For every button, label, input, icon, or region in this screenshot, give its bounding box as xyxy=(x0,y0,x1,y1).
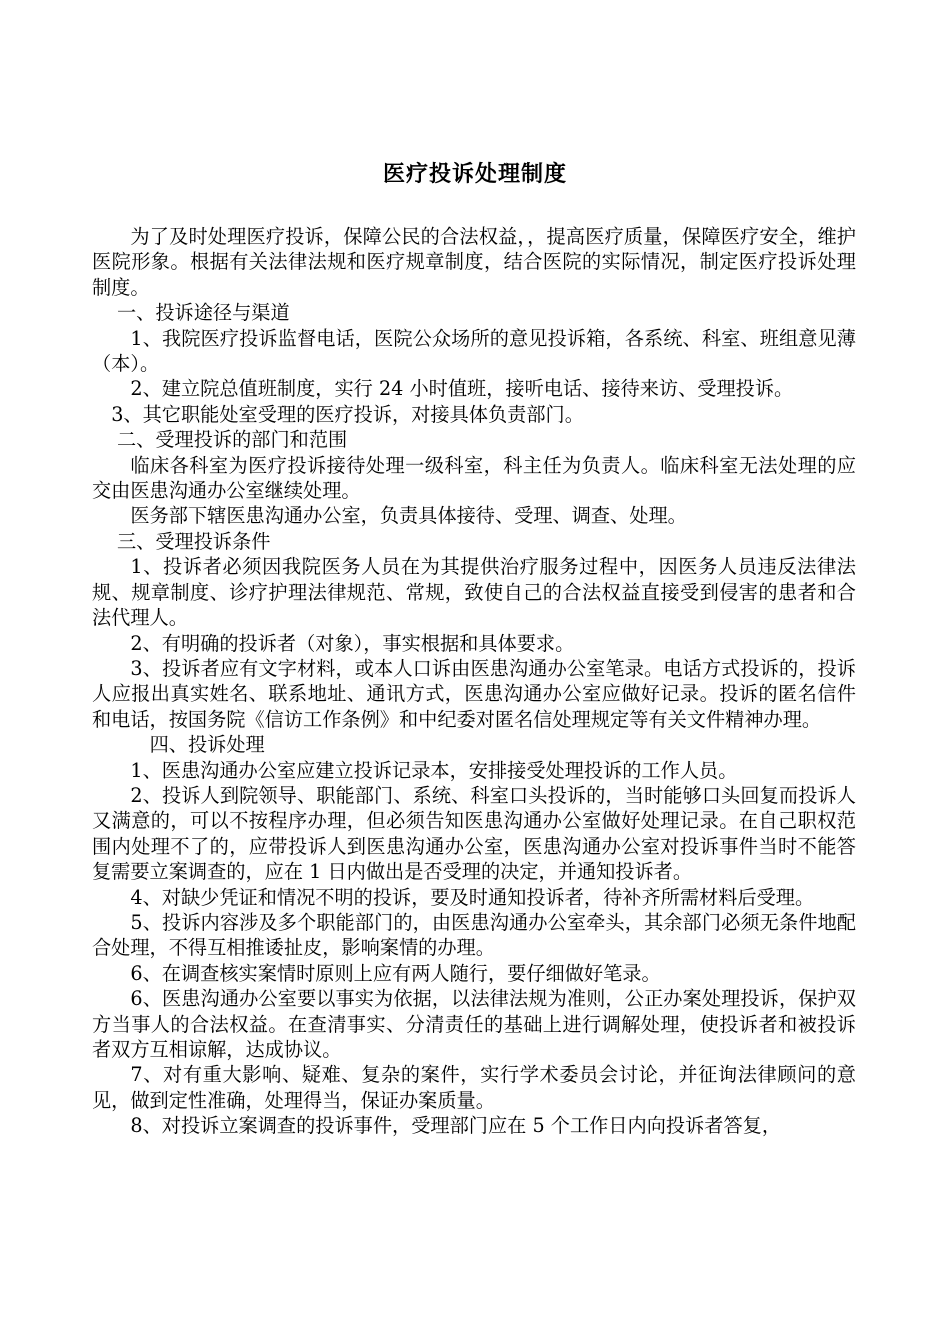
paragraph: 1、我院医疗投诉监督电话，医院公众场所的意见投诉箱，各系统、科室、班组意见薄（本）。 xyxy=(92,326,856,376)
paragraph-intro: 为了及时处理医疗投诉，保障公民的合法权益，，提高医疗质量，保障医疗安全，维护医院形象。根据有关法律法规和医疗规章制度，结合医院的实际情况，制定医疗投诉处理制度。 xyxy=(92,225,856,299)
paragraph: 6、医患沟通办公室要以事实为依据，以法律法规为准则，公正办案处理投诉，保护双方当事人的合法权益。在查清事实、分清责任的基础上进行调解处理，使投诉者和被投诉者双方互相谅解，达成协议。 xyxy=(92,987,856,1061)
paragraph: 2、投诉人到院领导、职能部门、系统、科室口头投诉的，当时能够口头回复而投诉人又满意的，可以不按程序办理，但必须告知医患沟通办公室做好处理记录。在自己职权范围内处理不了的，应带投诉人到医患沟通办公室，医患沟通办公室对投诉事件当时不能答复需要立案调查的，应在 1 日内做出是否受理的决定，并通知投诉者。 xyxy=(92,783,856,884)
paragraph: 3、其它职能处室受理的医疗投诉，对接具体负责部门。 xyxy=(111,402,584,426)
document-title: 医疗投诉处理制度 xyxy=(382,161,567,187)
paragraph: 2、有明确的投诉者（对象），事实根据和具体要求。 xyxy=(130,631,575,655)
section-heading-2: 二、受理投诉的部门和范围 xyxy=(116,428,348,452)
paragraph: 临床各科室为医疗投诉接待处理一级科室，科主任为负责人。临床科室无法处理的应交由医患沟通办公室继续处理。 xyxy=(92,453,856,503)
paragraph: 医务部下辖医患沟通办公室，负责具体接待、受理、调查、处理。 xyxy=(130,504,687,528)
paragraph: 7、对有重大影响、疑难、复杂的案件，实行学术委员会讨论，并征询法律顾问的意见，做到定性准确，处理得当，保证办案质量。 xyxy=(92,1063,856,1112)
paragraph: 2、建立院总值班制度，实行 24 小时值班，接听电话、接待来访、受理投诉。 xyxy=(130,377,794,401)
section-heading-3: 三、受理投诉条件 xyxy=(116,529,271,553)
document-body xyxy=(92,224,856,1139)
section-heading-1: 一、投诉途径与渠道 xyxy=(116,301,290,325)
section-heading-4: 四、投诉处理 xyxy=(149,733,265,757)
paragraph: 1、投诉者必须因我院医务人员在为其提供治疗服务过程中，因医务人员违反法律法规、规章制度、诊疗护理法律规范、常规，致使自己的合法权益直接受到侵害的患者和合法代理人。 xyxy=(92,555,856,630)
paragraph: 5、投诉内容涉及多个职能部门的，由医患沟通办公室牵头，其余部门必须无条件地配合处理，不得互相推诿扯皮，影响案情的办理。 xyxy=(92,910,856,960)
paragraph: 6、在调查核实案情时原则上应有两人随行，要仔细做好笔录。 xyxy=(130,961,661,985)
paragraph: 4、对缺少凭证和情况不明的投诉，要及时通知投诉者，待补齐所需材料后受理。 xyxy=(130,885,815,909)
paragraph: 1、医患沟通办公室应建立投诉记录本，安排接受处理投诉的工作人员。 xyxy=(130,758,738,782)
paragraph: 8、对投诉立案调查的投诉事件，受理部门应在 5 个工作日内向投诉者答复， xyxy=(130,1114,782,1138)
paragraph: 3、投诉者应有文字材料，或本人口诉由医患沟通办公室笔录。电话方式投诉的，投诉人应报出真实姓名、联系地址、通讯方式，医患沟通办公室应做好记录。投诉的匿名信件和电话，按国务院《信访工作条例》和中纪委对匿名信处理规定等有关文件精神办理。 xyxy=(92,656,856,731)
